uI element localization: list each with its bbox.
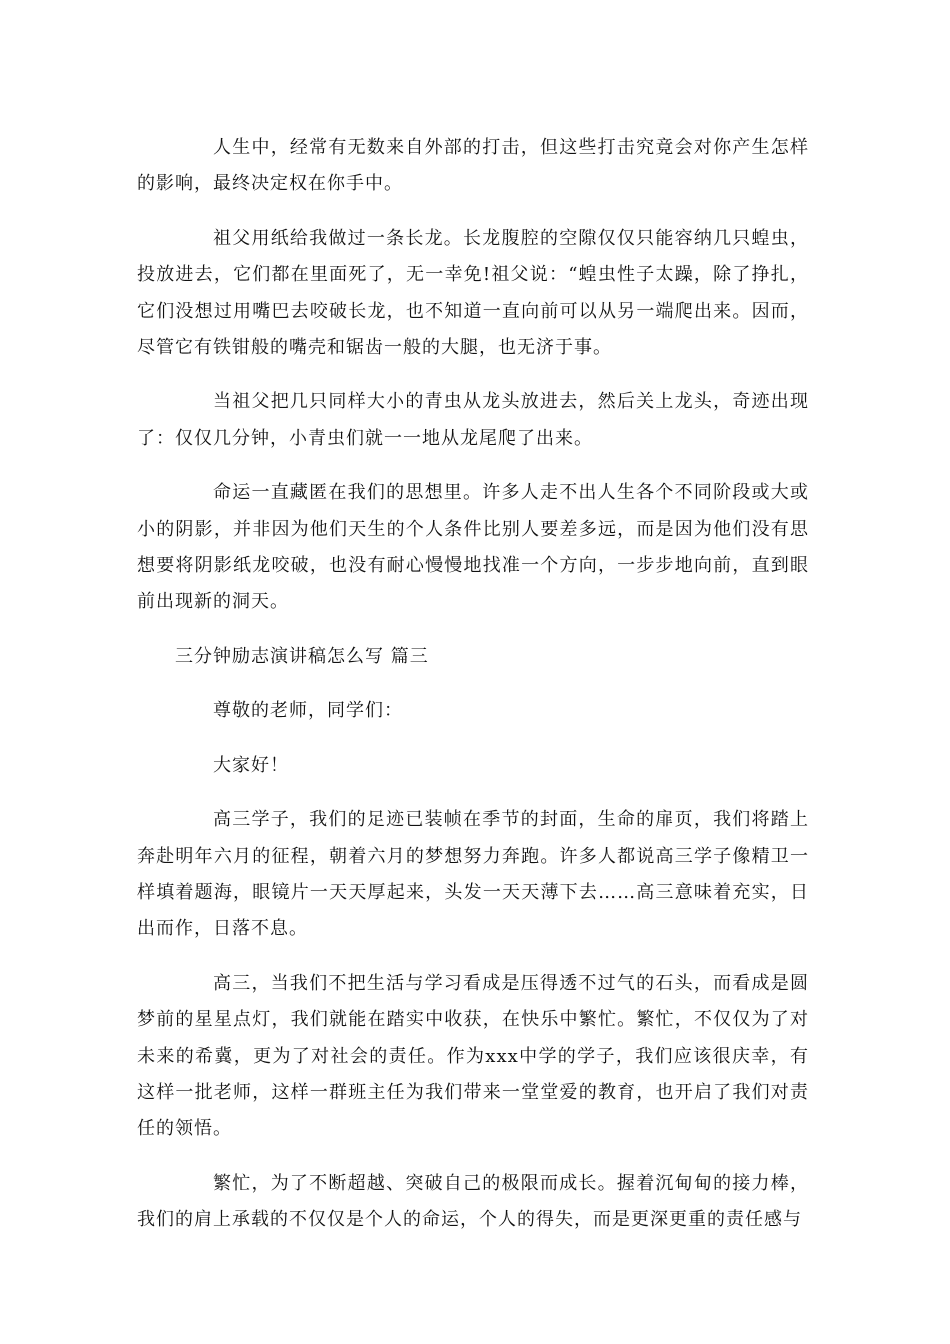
paragraph-salutation: 尊敬的老师，同学们： xyxy=(213,700,403,722)
paragraph-green-worms: 当祖父把几只同样大小的青虫从龙头放进去，然后关上龙头，奇迹出现了：仅仅几分钟，小青虫们就一一地从龙尾爬了出来。 xyxy=(137,391,809,449)
paragraph-impact: 人生中，经常有无数来自外部的打击，但这些打击究竟会对你产生怎样的影响，最终决定权在你手中。 xyxy=(137,137,809,195)
section-title: 三分钟励志演讲稿怎么写 篇三 xyxy=(175,645,429,667)
paragraph-paper-dragon: 祖父用纸给我做过一条长龙。长龙腹腔的空隙仅仅只能容纳几只蝗虫，投放进去，它们都在里面死了，无一幸免!祖父说：“蝗虫性子太躁，除了挣扎，它们没想过用嘴巴去咬破长龙，也不知道一直向前可以从另一端爬出来。因而，尽管它有铁钳般的嘴壳和锯齿一般的大腿，也无济于事。 xyxy=(137,227,809,359)
paragraph-fate: 命运一直藏匿在我们的思想里。许多人走不出人生各个不同阶段或大或小的阴影，并非因为他们天生的个人条件比别人要差多远，而是因为他们没有思想要将阴影纸龙咬破，也没有耐心慢慢地找准一个方向，一步步地向前，直到眼前出现新的洞天。 xyxy=(137,482,809,613)
paragraph-growth: 繁忙，为了不断超越、突破自己的极限而成长。握着沉甸甸的接力棒，我们的肩上承载的不仅仅是个人的命运，个人的得失，而是更深更重的责任感与 xyxy=(137,1172,809,1231)
paragraph-busy-life: 高三，当我们不把生活与学习看成是压得透不过气的石头，而看成是圆梦前的星星点灯，我们就能在踏实中收获，在快乐中繁忙。繁忙，不仅仅为了对未来的希冀，更为了对社会的责任。作为xxx中学的学子，我们应该很庆幸，有这样一批老师，这样一群班主任为我们带来一堂堂爱的教育，也开启了我们对责任的领悟。 xyxy=(137,972,809,1140)
document-body xyxy=(137,130,809,1257)
paragraph-greeting: 大家好！ xyxy=(213,754,289,776)
paragraph-senior-year: 高三学子，我们的足迹已装帧在季节的封面，生命的扉页，我们将踏上奔赴明年六月的征程，朝着六月的梦想努力奔跑。许多人都说高三学子像精卫一样填着题海，眼镜片一天天厚起来，头发一天天薄下去……高三意味着充实，日出而作，日落不息。 xyxy=(137,809,809,940)
